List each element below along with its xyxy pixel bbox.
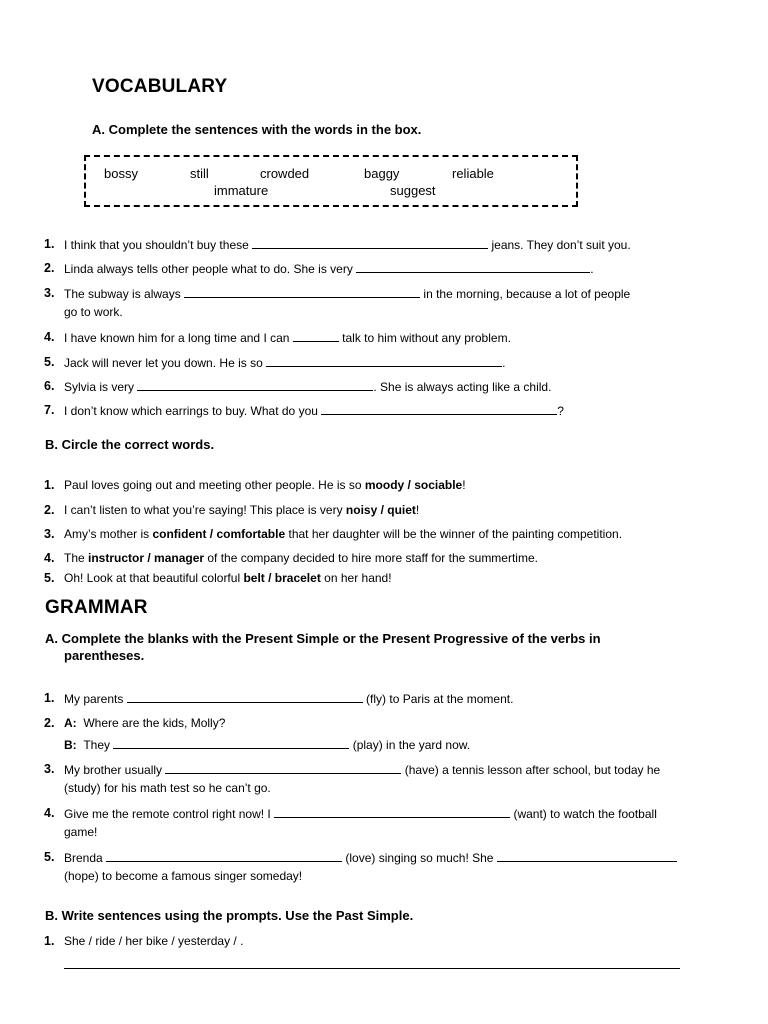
answer-blank[interactable] [113,737,349,749]
grammar-a-item-5 [64,850,677,866]
vocab-a-item-2 [64,261,594,277]
item-text: in the morning, because a lot of people [423,287,631,301]
item-text: Paul loves going out and meeting other people. He is so [64,478,365,492]
answer-blank[interactable] [293,330,339,342]
item-number: 5. [44,850,55,864]
item-number: 3. [44,762,55,776]
item-number: 4. [44,806,55,820]
item-number: 1. [44,478,55,492]
vocab-a-item-6 [64,379,551,395]
item-text: The [64,551,89,565]
word-still: still [190,166,209,181]
grammar-a-instruction-cont: parentheses. [64,648,145,663]
item-text: Linda always tells other people what to do. She is very [64,262,353,276]
word-choice[interactable]: noisy / quiet [345,503,416,517]
item-text: The subway is always [64,287,181,301]
vocab-b-item-2 [64,503,419,518]
grammar-a-item-4 [64,806,657,822]
item-text: Brenda [64,851,103,865]
item-number: 2. [44,503,55,517]
grammar-b-instruction: B. Write sentences using the prompts. Use the Past Simple. [45,908,414,923]
word-bossy: bossy [104,166,138,181]
grammar-a-instruction: A. Complete the blanks with the Present Simple or the Present Progressive of the verbs in [45,631,601,646]
item-text: My brother usually [64,763,163,777]
item-text: Where are the kids, Molly? [83,716,226,730]
item-text: ? [557,404,564,418]
item-number: 3. [44,527,55,541]
speaker-label: B: [64,738,77,752]
item-text: I don’t know which earrings to buy. What do you [64,404,318,418]
vocab-b-item-3 [64,527,622,542]
item-number: 6. [44,379,55,393]
item-number: 7. [44,403,55,417]
answer-blank[interactable] [274,806,510,818]
item-text: (want) to watch the football [513,807,657,821]
word-choice[interactable]: confident / comfortable [152,527,286,541]
item-text: ! [462,478,466,492]
item-text: Amy’s mother is [64,527,153,541]
item-text: on her hand! [320,571,392,585]
answer-blank[interactable] [106,850,342,862]
answer-line[interactable] [64,968,680,969]
item-number: 4. [44,551,55,565]
item-text: Sylvia is very [64,380,135,394]
item-text: My parents [64,692,124,706]
word-choice[interactable]: moody / sociable [364,478,463,492]
item-text: (fly) to Paris at the moment. [366,692,514,706]
grammar-a-item-4-cont: game! [64,825,98,839]
answer-blank[interactable] [184,286,420,298]
vocab-a-item-5 [64,355,505,371]
item-text: . [502,356,506,370]
item-number: 3. [44,286,55,300]
vocab-a-instruction: A. Complete the sentences with the words in the box. [92,122,422,137]
item-text: of the company decided to hire more staff for the summertime. [204,551,538,565]
item-text: Jack will never let you down. He is so [64,356,263,370]
item-text: I have known him for a long time and I can [64,331,290,345]
item-text: that her daughter will be the winner of the painting competition. [285,527,623,541]
vocab-a-item-1 [64,237,631,253]
word-crowded: crowded [260,166,310,181]
grammar-a-item-3 [64,762,660,778]
item-number: 4. [44,330,55,344]
item-text: Give me the remote control right now! I [64,807,271,821]
vocab-a-item-3-cont: go to work. [64,305,123,319]
item-text: Oh! Look at that beautiful colorful [64,571,244,585]
grammar-a-item-3-cont: (study) for his math test so he can’t go. [64,781,271,795]
answer-blank[interactable] [266,355,502,367]
word-reliable: reliable [452,166,494,181]
vocab-a-item-7 [64,403,564,419]
grammar-a-item-2a [64,716,225,731]
item-number: 2. [44,261,55,275]
item-text: . She is always acting like a child. [373,380,552,394]
vocabulary-heading: VOCABULARY [92,76,228,97]
word-choice[interactable]: belt / bracelet [243,571,321,585]
grammar-a-item-2b [64,737,470,753]
grammar-a-item-1 [64,691,513,707]
vocab-b-item-5 [64,571,392,586]
answer-blank[interactable] [252,237,488,249]
item-number: 5. [44,355,55,369]
grammar-heading: GRAMMAR [45,597,148,618]
item-number: 1. [44,691,55,705]
item-text: talk to him without any problem. [342,331,511,345]
item-number: 1. [44,934,55,948]
speaker-label: A: [64,716,77,730]
item-text: ! [415,503,420,517]
item-text: I think that you shouldn’t buy these [64,238,249,252]
answer-blank[interactable] [321,403,557,415]
word-suggest: suggest [390,183,436,198]
item-number: 1. [44,237,55,251]
item-text: (love) singing so much! She [345,851,494,865]
vocab-b-item-1 [64,478,466,493]
item-text: I can’t listen to what you’re saying! This place is very [64,503,346,517]
answer-blank[interactable] [165,762,401,774]
vocab-b-instruction: B. Circle the correct words. [45,437,215,452]
answer-blank[interactable] [356,261,590,273]
word-baggy: baggy [364,166,400,181]
grammar-b-item-1: She / ride / her bike / yesterday / . [64,934,244,948]
grammar-a-item-5-cont: (hope) to become a famous singer someday! [64,869,303,883]
vocab-b-item-4 [64,551,538,566]
word-box [84,155,578,207]
item-text: (play) in the yard now. [352,738,471,752]
word-immature: immature [214,183,269,198]
vocab-a-item-4 [64,330,511,346]
answer-blank[interactable] [127,691,363,703]
item-number: 2. [44,716,55,730]
item-text: jeans. They don’t suit you. [491,238,631,252]
vocab-a-item-3 [64,286,630,302]
item-number: 5. [44,571,55,585]
answer-blank[interactable] [497,850,677,862]
answer-blank[interactable] [137,379,373,391]
word-choice[interactable]: instructor / manager [88,551,205,565]
item-text: They [83,738,111,752]
item-text: . [590,262,594,276]
item-text: (have) a tennis lesson after school, but today he [404,763,661,777]
